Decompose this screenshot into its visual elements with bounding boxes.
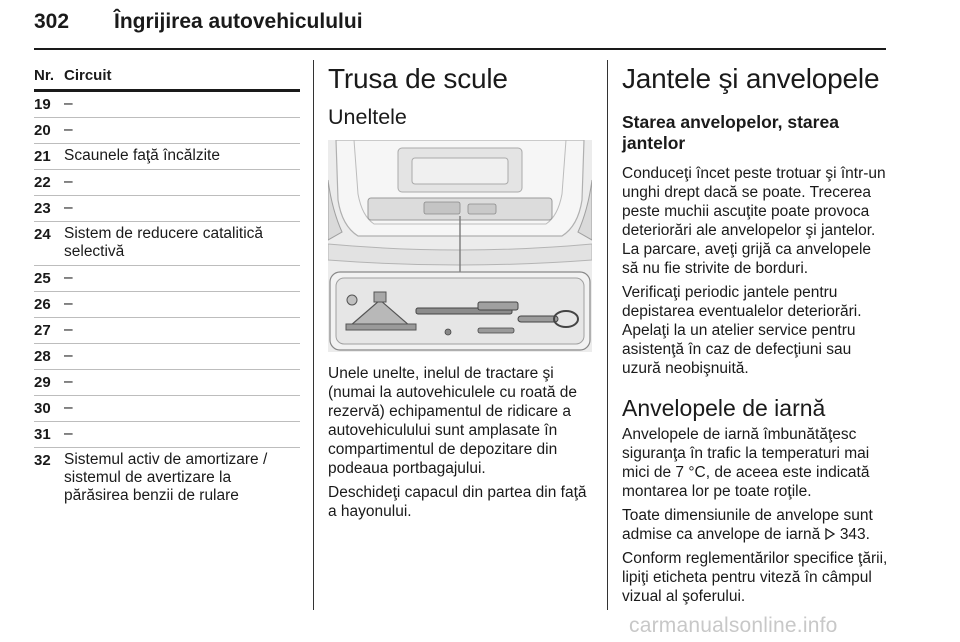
page-reference-arrow-icon [825,526,836,543]
wheels-tyres-section [622,62,890,606]
table-row [34,170,300,196]
toolkit-paragraph-1: Unele unelte, inelul de tractare şi (numai la autovehiculele cu roată de rezervă) echipamentul de ridicare a autovehiculului sunt amplasate în compartimentul de depozitare din podeaua portbagajului. [328,365,578,477]
tyre-condition-paragraph-1: Conduceţi încet peste trotuar şi într-un unghi drept dacă se poate. Trecerea peste muchii ascuţite poate provoca deteriorări ale anvelopelor şi jantelor. La parcare, aveţi grijă ca anvelopele să nu fie strivite de borduri. [622,165,886,277]
fuse-circuit: Sistem de reducere catalitică selectivă [64,225,264,260]
section-title-winter-tyres: Anvelopele de iarnă [622,395,826,421]
fuse-number: 28 [34,348,51,365]
fuse-table-header [34,64,300,92]
fuse-number: 24 [34,226,51,243]
winter-tyres-paragraph-2 [622,506,890,544]
table-row [34,370,300,396]
winter-tyres-paragraph-2-text: Toate dimensiunile de anvelope sunt admise ca anvelope de iarnă [622,507,873,543]
fuse-table [34,64,300,509]
page-header [34,10,886,52]
subsection-title-tyre-condition: Starea anvelopelor, starea jantelor [622,112,839,153]
fuse-number: 29 [34,374,51,391]
toolkit-illustration [328,140,592,352]
section-title-wheels-tyres: Jantele şi anvelopele [622,63,880,94]
table-row [34,448,300,509]
fuse-circuit: Sistemul activ de amortizare / sistemul de avertizare la părăsirea benzii de rulare [64,451,268,504]
column-divider-right [607,60,608,610]
fuse-circuit: – [64,425,73,442]
fuse-number: 21 [34,148,51,165]
column-divider-left [313,60,314,610]
page-reference[interactable]: 343. [839,526,870,543]
winter-tyres-paragraph-1: Anvelopele de iarnă îmbunătăţesc siguranţa în trafic la temperaturi mai mici de 7 °C, de aceea este indicată montarea lor pe toate roţile. [622,426,870,500]
fuse-circuit: – [64,95,73,112]
page-number: 302 [34,10,70,33]
fuse-circuit: – [64,373,73,390]
toolkit-section [328,62,594,521]
table-row [34,118,300,144]
fuse-circuit: – [64,173,73,190]
toolkit-paragraph-2: Deschideţi capacul din partea din faţă a hayonului. [328,484,587,520]
header-rule [34,48,886,50]
table-row [34,222,300,266]
subsection-title-tools: Uneltele [328,105,407,129]
watermark: carmanualsonline.info [629,614,838,637]
fuse-number: 25 [34,270,51,287]
column-header-circuit: Circuit [64,67,112,84]
fuse-circuit: – [64,399,73,416]
fuse-circuit: – [64,199,73,216]
table-row [34,196,300,222]
fuse-number: 27 [34,322,51,339]
fuse-circuit: – [64,295,73,312]
section-title-toolkit: Trusa de scule [328,63,508,94]
tyre-condition-paragraph-2: Verificaţi periodic jantele pentru depistarea eventualelor deteriorări. Apelaţi la un atelier service pentru asistenţă în caz de defecţiuni sau uzură neobişnuită. [622,284,862,377]
table-row [34,422,300,448]
fuse-circuit: – [64,269,73,286]
fuse-number: 26 [34,296,51,313]
table-row [34,144,300,170]
table-row [34,92,300,118]
fuse-number: 20 [34,122,51,139]
fuse-number: 30 [34,400,51,417]
fuse-circuit: – [64,121,73,138]
fuse-circuit: Scaunele faţă încălzite [64,147,220,164]
table-row [34,292,300,318]
table-row [34,344,300,370]
fuse-number: 23 [34,200,51,217]
fuse-number: 19 [34,96,51,113]
table-row [34,396,300,422]
fuse-number: 22 [34,174,51,191]
table-row [34,266,300,292]
table-row [34,318,300,344]
column-header-nr: Nr. [34,67,55,84]
fuse-circuit: – [64,321,73,338]
fuse-number: 31 [34,426,51,443]
fuse-circuit: – [64,347,73,364]
fuse-number: 32 [34,452,51,469]
winter-tyres-paragraph-3: Conform reglementărilor specifice ţării, lipiţi eticheta pentru viteză în câmpul vizual al şoferului. [622,550,888,605]
chapter-title: Îngrijirea autovehiculului [114,10,363,33]
